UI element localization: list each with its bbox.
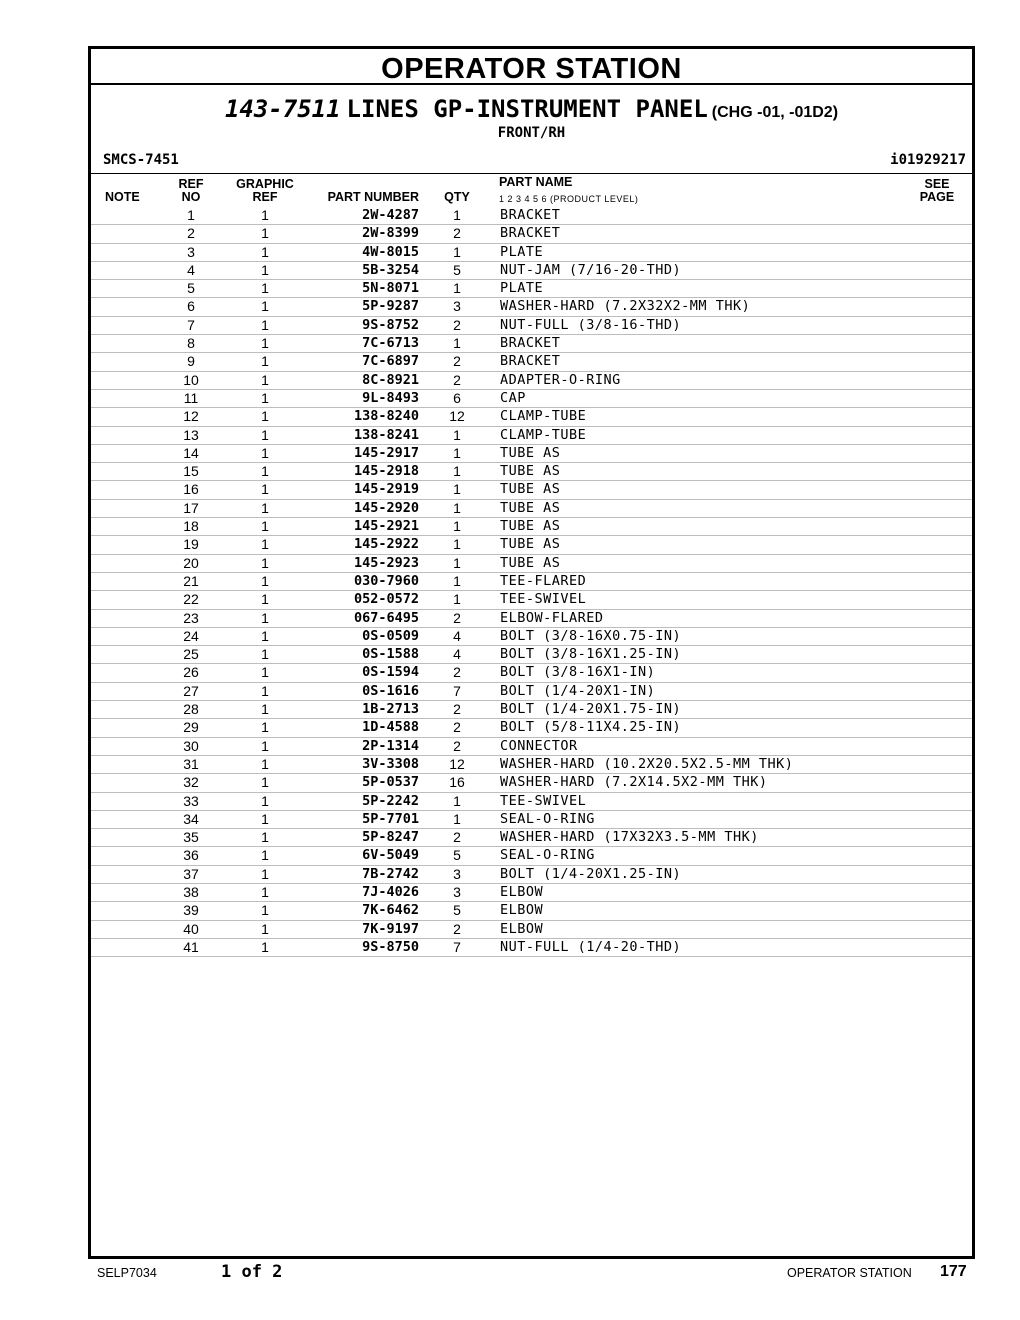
part-number-cell: 5B-3254 xyxy=(362,261,419,278)
part-name-cell: SEAL-O-RING xyxy=(500,810,595,827)
part-number-cell: 138-8240 xyxy=(353,408,419,425)
ref-no-cell: 17 xyxy=(183,499,199,516)
table-row xyxy=(91,280,972,298)
ref-no-cell: 33 xyxy=(183,792,199,809)
part-number-cell: 067-6495 xyxy=(353,609,419,626)
doc-id: SELP7034 xyxy=(97,1266,157,1280)
table-row xyxy=(91,628,972,646)
table-row xyxy=(91,939,972,957)
table-row xyxy=(91,298,972,316)
graphic-ref-cell: 1 xyxy=(261,554,269,571)
part-name-cell: TEE-SWIVEL xyxy=(500,792,587,809)
part-name-cell: CLAMP-TUBE xyxy=(500,408,587,425)
graphic-ref-cell: 1 xyxy=(261,902,269,919)
col-see-top: SEE xyxy=(924,177,950,191)
graphic-ref-cell: 1 xyxy=(261,938,269,955)
qty-cell: 2 xyxy=(453,701,461,718)
part-number-cell: 5P-2242 xyxy=(362,792,419,809)
page-of: 1 of 2 xyxy=(221,1262,283,1282)
part-number-cell: 5P-7701 xyxy=(362,810,419,827)
graphic-ref-cell: 1 xyxy=(261,207,269,223)
graphic-ref-cell: 1 xyxy=(261,389,269,406)
graphic-ref-cell: 1 xyxy=(261,298,269,315)
part-name-cell: ELBOW-FLARED xyxy=(500,609,604,626)
qty-cell: 1 xyxy=(453,810,461,827)
qty-cell: 16 xyxy=(449,774,465,791)
table-row xyxy=(91,408,972,426)
table-row xyxy=(91,884,972,902)
part-name-cell: BOLT (1/4-20X1-IN) xyxy=(500,682,656,699)
table-row xyxy=(91,207,972,225)
ref-no-cell: 34 xyxy=(183,810,199,827)
part-number-cell: 0S-1616 xyxy=(362,682,419,699)
part-name-cell: TEE-FLARED xyxy=(500,572,587,589)
part-name-cell: WASHER-HARD (10.2X20.5X2.5-MM THK) xyxy=(500,755,794,772)
graphic-ref-cell: 1 xyxy=(261,737,269,754)
qty-cell: 2 xyxy=(453,609,461,626)
part-number-cell: 0S-1588 xyxy=(362,646,419,663)
ref-no-cell: 35 xyxy=(183,829,199,846)
ref-no-cell: 16 xyxy=(183,481,199,498)
part-number-cell: 0S-1594 xyxy=(362,664,419,681)
graphic-ref-cell: 1 xyxy=(261,518,269,535)
col-part-number: PART NUMBER xyxy=(327,190,419,204)
part-number-cell: 7K-9197 xyxy=(362,920,419,937)
table-row xyxy=(91,793,972,811)
footer-section: OPERATOR STATION xyxy=(787,1266,912,1280)
part-number-cell: 2W-4287 xyxy=(362,207,419,223)
qty-cell: 1 xyxy=(453,481,461,498)
part-number-cell: 7C-6713 xyxy=(362,335,419,352)
qty-cell: 4 xyxy=(453,646,461,663)
ref-no-cell: 4 xyxy=(187,261,195,278)
col-graphic-bottom: REF xyxy=(252,190,278,204)
qty-cell: 1 xyxy=(453,792,461,809)
part-name-cell: TUBE AS xyxy=(500,518,561,535)
qty-cell: 3 xyxy=(453,883,461,900)
qty-cell: 1 xyxy=(453,444,461,461)
graphic-ref-cell: 1 xyxy=(261,499,269,516)
graphic-ref-cell: 1 xyxy=(261,847,269,864)
graphic-ref-cell: 1 xyxy=(261,829,269,846)
part-number-cell: 4W-8015 xyxy=(362,243,419,260)
part-name-cell: BOLT (3/8-16X0.75-IN) xyxy=(500,627,682,644)
table-row xyxy=(91,921,972,939)
part-name-cell: TUBE AS xyxy=(500,481,561,498)
part-name-cell: ELBOW xyxy=(500,902,544,919)
part-number-cell: 145-2919 xyxy=(353,481,419,498)
part-number-cell: 145-2920 xyxy=(353,499,419,516)
ref-no-cell: 30 xyxy=(183,737,199,754)
group-subtitle: FRONT/RH xyxy=(497,125,566,141)
part-number-cell: 3V-3308 xyxy=(362,755,419,772)
graphic-ref-cell: 1 xyxy=(261,920,269,937)
qty-cell: 2 xyxy=(453,353,461,370)
part-number-cell: 7J-4026 xyxy=(362,883,419,900)
qty-cell: 5 xyxy=(453,847,461,864)
qty-cell: 1 xyxy=(453,572,461,589)
part-name-cell: TUBE AS xyxy=(500,554,561,571)
table-row xyxy=(91,225,972,243)
parts-table xyxy=(91,207,972,957)
graphic-ref-cell: 1 xyxy=(261,646,269,663)
table-row xyxy=(91,811,972,829)
smcs-code: SMCS-7451 xyxy=(103,152,179,168)
ref-no-cell: 3 xyxy=(187,243,195,260)
graphic-ref-cell: 1 xyxy=(261,609,269,626)
graphic-ref-cell: 1 xyxy=(261,463,269,480)
ref-no-cell: 24 xyxy=(183,627,199,644)
col-part-name: PART NAME xyxy=(499,175,573,189)
part-name-cell: TUBE AS xyxy=(500,463,561,480)
graphic-ref-cell: 1 xyxy=(261,774,269,791)
ref-no-cell: 19 xyxy=(183,536,199,553)
graphic-ref-cell: 1 xyxy=(261,481,269,498)
part-name-cell: BRACKET xyxy=(500,207,561,223)
part-name-cell: BOLT (3/8-16X1-IN) xyxy=(500,664,656,681)
graphic-ref-cell: 1 xyxy=(261,591,269,608)
table-row xyxy=(91,719,972,737)
part-name-cell: BOLT (1/4-20X1.25-IN) xyxy=(500,865,682,882)
graphic-ref-cell: 1 xyxy=(261,426,269,443)
qty-cell: 1 xyxy=(453,426,461,443)
part-name-cell: CONNECTOR xyxy=(500,737,578,754)
qty-cell: 2 xyxy=(453,829,461,846)
ref-no-cell: 28 xyxy=(183,701,199,718)
table-row xyxy=(91,427,972,445)
graphic-ref-cell: 1 xyxy=(261,664,269,681)
ref-no-cell: 39 xyxy=(183,902,199,919)
qty-cell: 7 xyxy=(453,938,461,955)
table-row xyxy=(91,445,972,463)
qty-cell: 1 xyxy=(453,243,461,260)
part-number-cell: 5N-8071 xyxy=(362,280,419,297)
part-name-cell: BRACKET xyxy=(500,353,561,370)
table-row xyxy=(91,591,972,609)
col-graphic-top: GRAPHIC xyxy=(236,177,294,191)
part-number-cell: 5P-0537 xyxy=(362,774,419,791)
ref-no-cell: 18 xyxy=(183,518,199,535)
qty-cell: 2 xyxy=(453,225,461,242)
table-row xyxy=(91,774,972,792)
change-level: (CHG -01, -01D2) xyxy=(711,104,839,121)
qty-cell: 2 xyxy=(453,719,461,736)
part-name-cell: PLATE xyxy=(500,243,544,260)
table-row xyxy=(91,463,972,481)
table-row xyxy=(91,683,972,701)
table-row xyxy=(91,646,972,664)
qty-cell: 3 xyxy=(453,865,461,882)
table-row xyxy=(91,902,972,920)
table-row xyxy=(91,610,972,628)
ref-no-cell: 11 xyxy=(183,389,199,406)
ref-no-cell: 27 xyxy=(183,682,199,699)
graphic-ref-cell: 1 xyxy=(261,353,269,370)
ref-no-cell: 40 xyxy=(183,920,199,937)
ref-no-cell: 25 xyxy=(183,646,199,663)
ref-no-cell: 7 xyxy=(187,316,195,333)
qty-cell: 1 xyxy=(453,280,461,297)
table-row xyxy=(91,756,972,774)
ref-no-cell: 1 xyxy=(187,207,195,223)
col-qty: QTY xyxy=(444,190,470,204)
ref-no-cell: 37 xyxy=(183,865,199,882)
qty-cell: 1 xyxy=(453,463,461,480)
qty-cell: 2 xyxy=(453,664,461,681)
ref-no-cell: 26 xyxy=(183,664,199,681)
graphic-ref-cell: 1 xyxy=(261,316,269,333)
part-name-cell: ELBOW xyxy=(500,883,544,900)
part-name-cell: PLATE xyxy=(500,280,544,297)
table-row xyxy=(91,372,972,390)
part-name-cell: CAP xyxy=(500,389,526,406)
table-row xyxy=(91,390,972,408)
qty-cell: 1 xyxy=(453,207,461,223)
graphic-ref-cell: 1 xyxy=(261,444,269,461)
group-part-number: 143-7511 xyxy=(224,95,341,123)
qty-cell: 6 xyxy=(453,389,461,406)
ref-no-cell: 21 xyxy=(183,572,199,589)
part-number-cell: 9L-8493 xyxy=(362,389,419,406)
qty-cell: 2 xyxy=(453,737,461,754)
part-name-cell: TEE-SWIVEL xyxy=(500,591,587,608)
part-number-cell: 5P-8247 xyxy=(362,829,419,846)
part-name-cell: TUBE AS xyxy=(500,536,561,553)
part-name-cell: BRACKET xyxy=(500,335,561,352)
table-row xyxy=(91,317,972,335)
col-ref-top: REF xyxy=(178,177,204,191)
part-number-cell: 030-7960 xyxy=(353,572,419,589)
header-divider xyxy=(91,173,972,174)
part-name-cell: ADAPTER-O-RING xyxy=(500,371,621,388)
graphic-ref-cell: 1 xyxy=(261,261,269,278)
ref-no-cell: 10 xyxy=(183,371,199,388)
ref-no-cell: 36 xyxy=(183,847,199,864)
qty-cell: 5 xyxy=(453,261,461,278)
ref-no-cell: 5 xyxy=(187,280,195,297)
graphic-ref-cell: 1 xyxy=(261,682,269,699)
graphic-ref-cell: 1 xyxy=(261,536,269,553)
qty-cell: 12 xyxy=(449,755,465,772)
parts-list-frame xyxy=(88,46,975,1259)
part-number-cell: 0S-0509 xyxy=(362,627,419,644)
part-number-cell: 9S-8750 xyxy=(362,938,419,955)
ref-no-cell: 14 xyxy=(183,444,199,461)
graphic-ref-cell: 1 xyxy=(261,225,269,242)
table-row xyxy=(91,866,972,884)
qty-cell: 2 xyxy=(453,920,461,937)
part-number-cell: 145-2922 xyxy=(353,536,419,553)
graphic-ref-cell: 1 xyxy=(261,572,269,589)
ref-no-cell: 13 xyxy=(183,426,199,443)
graphic-ref-cell: 1 xyxy=(261,701,269,718)
graphic-ref-cell: 1 xyxy=(261,792,269,809)
qty-cell: 3 xyxy=(453,298,461,315)
illustration-id: i01929217 xyxy=(890,152,966,168)
col-see-bottom: PAGE xyxy=(919,190,955,204)
part-name-cell: NUT-FULL (1/4-20-THD) xyxy=(500,938,682,955)
product-levels: 1 2 3 4 5 6 (PRODUCT LEVEL) xyxy=(499,194,639,204)
qty-cell: 4 xyxy=(453,627,461,644)
ref-no-cell: 23 xyxy=(183,609,199,626)
part-number-cell: 1B-2713 xyxy=(362,701,419,718)
part-number-cell: 145-2923 xyxy=(353,554,419,571)
table-row xyxy=(91,353,972,371)
part-number-cell: 1D-4588 xyxy=(362,719,419,736)
col-note: NOTE xyxy=(105,190,140,204)
part-number-cell: 9S-8752 xyxy=(362,316,419,333)
table-row xyxy=(91,701,972,719)
qty-cell: 2 xyxy=(453,316,461,333)
part-name-cell: TUBE AS xyxy=(500,444,561,461)
ref-no-cell: 41 xyxy=(183,938,199,955)
part-name-cell: ELBOW xyxy=(500,920,544,937)
ref-no-cell: 38 xyxy=(183,883,199,900)
graphic-ref-cell: 1 xyxy=(261,335,269,352)
table-row xyxy=(91,262,972,280)
part-name-cell: BOLT (5/8-11X4.25-IN) xyxy=(500,719,682,736)
table-row xyxy=(91,573,972,591)
ref-no-cell: 15 xyxy=(183,463,199,480)
graphic-ref-cell: 1 xyxy=(261,408,269,425)
ref-no-cell: 29 xyxy=(183,719,199,736)
ref-no-cell: 8 xyxy=(187,335,195,352)
part-name-cell: NUT-FULL (3/8-16-THD) xyxy=(500,316,682,333)
table-row xyxy=(91,738,972,756)
graphic-ref-cell: 1 xyxy=(261,865,269,882)
qty-cell: 1 xyxy=(453,499,461,516)
part-name-cell: WASHER-HARD (7.2X32X2-MM THK) xyxy=(500,298,751,315)
part-name-cell: BOLT (3/8-16X1.25-IN) xyxy=(500,646,682,663)
qty-cell: 7 xyxy=(453,682,461,699)
qty-cell: 1 xyxy=(453,518,461,535)
table-row xyxy=(91,518,972,536)
part-number-cell: 5P-9287 xyxy=(362,298,419,315)
ref-no-cell: 6 xyxy=(187,298,195,315)
part-name-cell: WASHER-HARD (7.2X14.5X2-MM THK) xyxy=(500,774,768,791)
col-ref-bottom: NO xyxy=(181,190,201,204)
ref-no-cell: 20 xyxy=(183,554,199,571)
page-number: 177 xyxy=(940,1263,967,1280)
graphic-ref-cell: 1 xyxy=(261,280,269,297)
ref-no-cell: 9 xyxy=(187,353,195,370)
qty-cell: 1 xyxy=(453,536,461,553)
group-header xyxy=(91,95,972,123)
table-row xyxy=(91,244,972,262)
qty-cell: 2 xyxy=(453,371,461,388)
part-number-cell: 7B-2742 xyxy=(362,865,419,882)
graphic-ref-cell: 1 xyxy=(261,243,269,260)
table-row xyxy=(91,555,972,573)
part-number-cell: 052-0572 xyxy=(353,591,419,608)
ref-no-cell: 31 xyxy=(183,755,199,772)
ref-no-cell: 12 xyxy=(183,408,199,425)
part-name-cell: WASHER-HARD (17X32X3.5-MM THK) xyxy=(500,829,759,846)
table-row xyxy=(91,664,972,682)
part-number-cell: 8C-8921 xyxy=(362,371,419,388)
part-number-cell: 2P-1314 xyxy=(362,737,419,754)
part-name-cell: CLAMP-TUBE xyxy=(500,426,587,443)
group-part-name: LINES GP-INSTRUMENT PANEL xyxy=(346,95,708,123)
ref-no-cell: 22 xyxy=(183,591,199,608)
qty-cell: 1 xyxy=(453,591,461,608)
graphic-ref-cell: 1 xyxy=(261,883,269,900)
part-name-cell: BRACKET xyxy=(500,225,561,242)
qty-cell: 5 xyxy=(453,902,461,919)
graphic-ref-cell: 1 xyxy=(261,810,269,827)
graphic-ref-cell: 1 xyxy=(261,719,269,736)
part-number-cell: 6V-5049 xyxy=(362,847,419,864)
table-row xyxy=(91,500,972,518)
part-number-cell: 145-2921 xyxy=(353,518,419,535)
graphic-ref-cell: 1 xyxy=(261,627,269,644)
section-title: OPERATOR STATION xyxy=(91,49,972,85)
table-row xyxy=(91,536,972,554)
graphic-ref-cell: 1 xyxy=(261,371,269,388)
part-number-cell: 7C-6897 xyxy=(362,353,419,370)
qty-cell: 12 xyxy=(449,408,465,425)
part-name-cell: SEAL-O-RING xyxy=(500,847,595,864)
part-number-cell: 7K-6462 xyxy=(362,902,419,919)
part-number-cell: 2W-8399 xyxy=(362,225,419,242)
ref-no-cell: 2 xyxy=(187,225,195,242)
ref-no-cell: 32 xyxy=(183,774,199,791)
part-name-cell: TUBE AS xyxy=(500,499,561,516)
part-number-cell: 145-2917 xyxy=(353,444,419,461)
part-name-cell: BOLT (1/4-20X1.75-IN) xyxy=(500,701,682,718)
qty-cell: 1 xyxy=(453,554,461,571)
table-row xyxy=(91,481,972,499)
table-row xyxy=(91,829,972,847)
part-number-cell: 138-8241 xyxy=(353,426,419,443)
part-name-cell: NUT-JAM (7/16-20-THD) xyxy=(500,261,682,278)
table-row xyxy=(91,847,972,865)
table-row xyxy=(91,335,972,353)
part-number-cell: 145-2918 xyxy=(353,463,419,480)
graphic-ref-cell: 1 xyxy=(261,755,269,772)
qty-cell: 1 xyxy=(453,335,461,352)
